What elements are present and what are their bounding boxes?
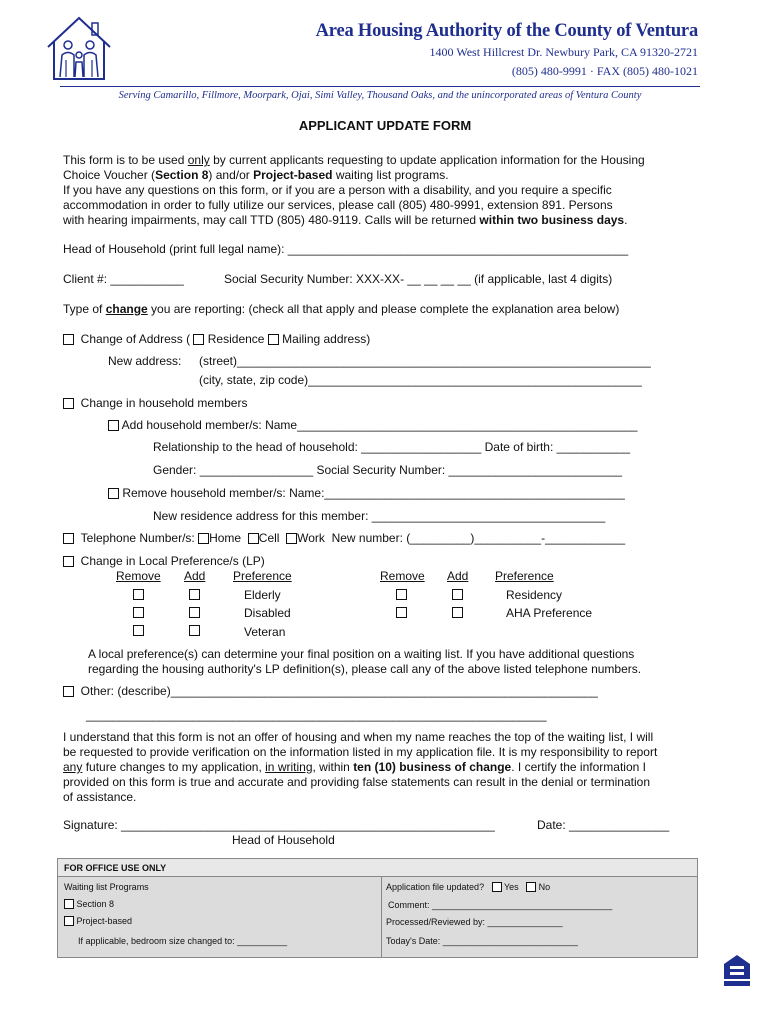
office-title: FOR OFFICE USE ONLY (64, 863, 167, 873)
office-section8-checkbox[interactable] (64, 899, 74, 909)
pref-elderly: Elderly (244, 588, 281, 602)
office-project-checkbox[interactable] (64, 916, 74, 926)
office-divider (381, 877, 382, 957)
preference-note: A local preference(s) can determine your final position on a waiting list. If you have additional questions regarding the housing authority's LP definition(s), please call any of the above listed telephone numbers. (88, 647, 642, 676)
col-add-right: Add (447, 569, 469, 583)
aha-add-checkbox[interactable] (452, 607, 463, 618)
col-add-left: Add (184, 569, 206, 583)
preference-checkbox[interactable] (63, 556, 74, 567)
pref-veteran: Veteran (244, 625, 286, 639)
office-file-updated-row: Application file updated? Yes No (386, 882, 551, 892)
mailing-address-checkbox[interactable] (268, 334, 279, 345)
office-use-box (57, 858, 698, 958)
intro-paragraph: This form is to be used only by current applicants requesting to update application information for the Housing Choice Voucher (Section 8) and/or Project-based waiting list programs. If you have any questions on this form, or if you are a person with a disability, and you require a specific accommodation in order to fully utilize our services, please call (805) 480-9991, extension 891. Persons with hearing impairments, may call TTD (805) 480-9119. Calls will be returned within two business days. (63, 153, 645, 227)
residency-remove-checkbox[interactable] (396, 589, 407, 600)
telephone-row: Telephone Number/s: Home Cell Work New number: (_________)__________-____________ (63, 531, 625, 546)
new-residence-field[interactable]: New residence address for this member: ___________________________________ (153, 509, 606, 523)
other-describe-field[interactable]: Other: (describe)________________________________________________________________ (80, 684, 598, 698)
cell-checkbox[interactable] (248, 533, 259, 544)
col-remove-left: Remove (116, 569, 161, 583)
signature-field[interactable]: Signature: ________________________________________________________ (63, 818, 495, 832)
veteran-remove-checkbox[interactable] (133, 625, 144, 636)
remove-member-checkbox[interactable] (108, 488, 119, 499)
ssn-field[interactable]: Social Security Number: XXX-XX- __ __ __ __ (if applicable, last 4 digits) (224, 272, 613, 286)
preference-row: Change in Local Preference/s (LP) (63, 554, 265, 569)
new-address-label: New address: (108, 354, 182, 368)
change-of-address-checkbox[interactable] (63, 334, 74, 345)
other-row (63, 684, 598, 699)
pref-residency: Residency (506, 588, 563, 602)
office-waiting-list: Waiting list Programs (64, 882, 149, 892)
header-divider (60, 86, 700, 87)
add-member-row (108, 418, 637, 433)
office-comment-field[interactable]: Comment: ____________________________________ (388, 900, 613, 910)
office-todays-date-field[interactable]: Today's Date: ___________________________ (386, 936, 578, 946)
date-field[interactable]: Date: _______________ (537, 818, 670, 832)
org-phone-fax: (805) 480-9991 · FAX (805) 480-1021 (511, 64, 698, 78)
add-member-name-field[interactable]: Add household member/s: Name___________________________________________________ (121, 418, 638, 432)
office-processed-field[interactable]: Processed/Reviewed by: _______________ (386, 917, 563, 927)
office-bedroom-field[interactable]: If applicable, bedroom size changed to: __________ (78, 936, 288, 946)
add-member-checkbox[interactable] (108, 420, 119, 431)
remove-member-row (108, 486, 625, 501)
certification-paragraph: I understand that this form is not an offer of housing and when my name reaches the top of the waiting list, I will be requested to provide verification on the information listed in my application file. It is my responsibility to report any future changes to my application, in writing, within ten (10) business of change. I certify the information I provided on this form is true and accurate and providing false statements can result in the denial or termination of assistance. (63, 730, 658, 804)
disabled-add-checkbox[interactable] (189, 607, 200, 618)
org-address: 1400 West Hillcrest Dr. Newbury Park, CA 91320-2721 (429, 45, 698, 59)
col-pref-right: Preference (495, 569, 554, 583)
work-checkbox[interactable] (286, 533, 297, 544)
office-yes-checkbox[interactable] (492, 882, 502, 892)
veteran-add-checkbox[interactable] (189, 625, 200, 636)
telephone-checkbox[interactable] (63, 533, 74, 544)
client-number-field[interactable]: Client #: ___________ (63, 272, 184, 286)
aha-remove-checkbox[interactable] (396, 607, 407, 618)
col-pref-left: Preference (233, 569, 292, 583)
head-of-household-field[interactable]: Head of Household (print full legal name): ___________________________________________________ (63, 242, 629, 256)
residence-checkbox[interactable] (193, 334, 204, 345)
other-checkbox[interactable] (63, 686, 74, 697)
org-name: Area Housing Authority of the County of Ventura (315, 21, 698, 41)
service-area: Serving Camarillo, Fillmore, Moorpark, Ojai, Simi Valley, Thousand Oaks, and the unincorporated areas of Ventura County (118, 90, 642, 101)
equal-housing-opportunity-icon (722, 953, 752, 987)
elderly-add-checkbox[interactable] (189, 589, 200, 600)
city-state-zip-field[interactable]: (city, state, zip code)__________________________________________________ (199, 373, 642, 387)
new-number-field[interactable]: New number: (_________)__________-____________ (331, 531, 626, 545)
relationship-dob-field[interactable]: Relationship to the head of household: __________________ Date of birth: ___________ (153, 440, 631, 454)
form-title: APPLICANT UPDATE FORM (298, 118, 472, 133)
other-describe-line2[interactable]: _____________________________________________________________________ (86, 708, 547, 722)
office-no-checkbox[interactable] (526, 882, 536, 892)
household-change-row: Change in household members (63, 396, 247, 411)
office-project-row: Project-based (64, 915, 132, 927)
street-field[interactable]: (street)______________________________________________________________ (199, 354, 651, 368)
house-family-logo-icon (46, 15, 112, 81)
remove-member-name-field[interactable]: Remove household member/s: Name:_____________________________________________ (122, 486, 625, 500)
pref-aha: AHA Preference (506, 606, 593, 620)
elderly-remove-checkbox[interactable] (133, 589, 144, 600)
change-of-address-row: Change of Address ( Residence Mailing address) (63, 332, 370, 347)
home-checkbox[interactable] (198, 533, 209, 544)
type-of-change-label: Type of change you are reporting: (check all that apply and please complete the explanation area below) (63, 302, 620, 316)
disabled-remove-checkbox[interactable] (133, 607, 144, 618)
residency-add-checkbox[interactable] (452, 589, 463, 600)
office-section8-row: Section 8 (64, 898, 114, 910)
signature-caption: Head of Household (232, 833, 335, 847)
gender-ssn-field[interactable]: Gender: _________________ Social Security Number: __________________________ (153, 463, 623, 477)
col-remove-right: Remove (380, 569, 425, 583)
household-change-checkbox[interactable] (63, 398, 74, 409)
pref-disabled: Disabled (244, 606, 291, 620)
